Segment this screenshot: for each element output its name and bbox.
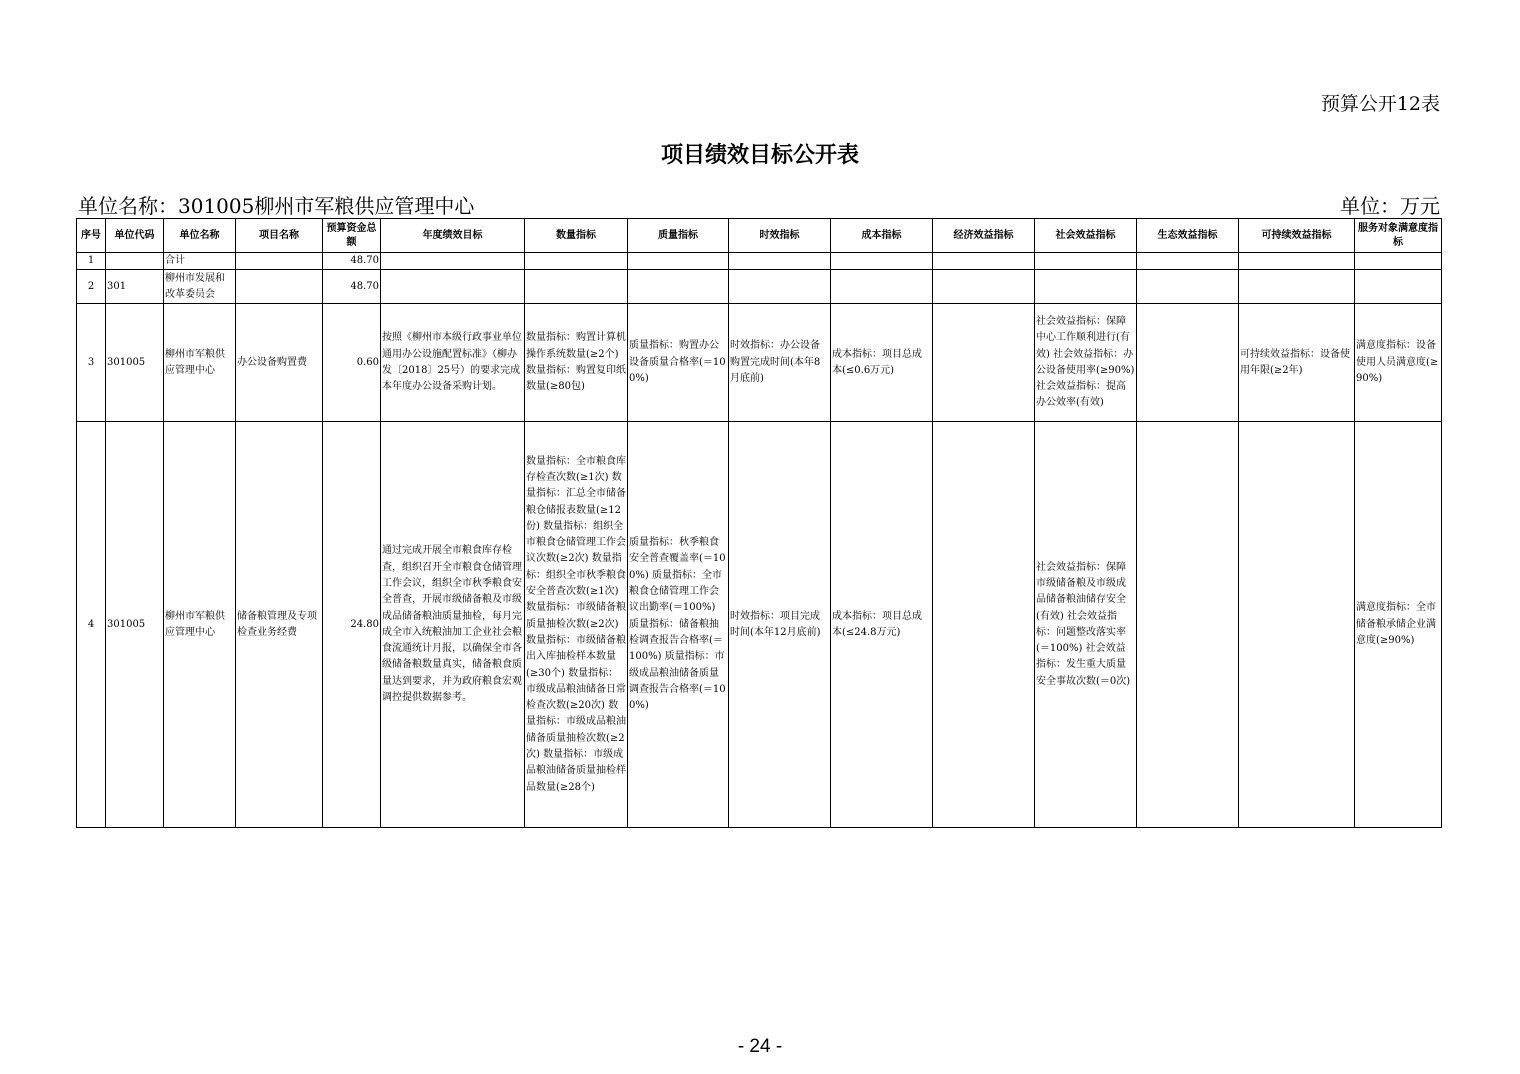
page-title: 项目绩效目标公开表	[660, 143, 859, 168]
col-header-sustainable: 可持续效益指标	[1239, 219, 1355, 253]
cell-cost	[831, 270, 933, 304]
cell-cost	[831, 253, 933, 270]
cell-goal	[381, 253, 525, 270]
cell-goal: 按照《柳州市本级行政事业单位通用办公设施配置标准》（柳办发〔2018〕25号）的要求完成本年度办公设备采购计划。	[381, 304, 525, 422]
col-header-ecological: 生态效益指标	[1137, 219, 1239, 253]
cell-quantity	[525, 253, 628, 270]
unit-name: 单位名称：301005柳州市军粮供应管理中心	[78, 194, 475, 218]
cell-cost: 成本指标：项目总成本(≤0.6万元)	[831, 304, 933, 422]
cell-quality: 质量指标：秋季粮食安全普查覆盖率(＝100%) 质量指标：全市粮食仓储管理工作会议出勤率(＝100%) 质量指标：储备粮抽检调查报告合格率(＝100%) 质量指标：市级成品粮油储备质量调查报告合格率(＝100%)	[628, 422, 729, 828]
cell-project	[236, 253, 323, 270]
cell-no: 2	[77, 270, 106, 304]
cell-timeliness: 时效指标：办公设备购置完成时间(本年8月底前)	[729, 304, 831, 422]
table-row	[77, 304, 1442, 422]
cell-code: 301005	[106, 304, 164, 422]
cell-amount: 24.80	[323, 422, 381, 828]
cell-code: 301005	[106, 422, 164, 828]
cell-unit: 合计	[164, 253, 236, 270]
cell-unit: 柳州市发展和改革委员会	[164, 270, 236, 304]
cell-sustainable	[1239, 253, 1355, 270]
cell-economic	[933, 304, 1035, 422]
cell-satisfaction: 满意度指标：设备使用人员满意度(≥90%)	[1355, 304, 1442, 422]
cell-no: 1	[77, 253, 106, 270]
cell-quality	[628, 253, 729, 270]
cell-satisfaction	[1355, 270, 1442, 304]
cell-sustainable: 可持续效益指标：设备使用年限(≥2年)	[1239, 304, 1355, 422]
col-header-unit: 单位名称	[164, 219, 236, 253]
cell-goal: 通过完成开展全市粮食库存检查，组织召开全市粮食仓储管理工作会议，组织全市秋季粮食安全普查，开展市级储备粮及市级成品储备粮油质量抽检，每月完成全市入统粮油加工企业社会粮食流通统计月报，以确保全市各级储备粮数量真实，储备粮食质量达到要求，并为政府粮食宏观调控提供数据参考。	[381, 422, 525, 828]
cell-social	[1035, 270, 1137, 304]
col-header-social: 社会效益指标	[1035, 219, 1137, 253]
col-header-goal: 年度绩效目标	[381, 219, 525, 253]
cell-ecological	[1137, 270, 1239, 304]
cell-sustainable	[1239, 270, 1355, 304]
cell-timeliness: 时效指标：项目完成时间(本年12月底前)	[729, 422, 831, 828]
cell-goal	[381, 270, 525, 304]
table-header-row	[77, 219, 1442, 253]
cell-project: 储备粮管理及专项检查业务经费	[236, 422, 323, 828]
cell-code	[106, 253, 164, 270]
table-row	[77, 253, 1442, 270]
cell-social	[1035, 253, 1137, 270]
cell-no: 4	[77, 422, 106, 828]
page-number: - 24 -	[737, 1036, 783, 1057]
cell-economic	[933, 253, 1035, 270]
cell-quality: 质量指标：购置办公设备质量合格率(＝100%)	[628, 304, 729, 422]
cell-quantity	[525, 270, 628, 304]
col-header-satisfaction: 服务对象满意度指标	[1355, 219, 1442, 253]
cell-amount: 0.60	[323, 304, 381, 422]
cell-timeliness	[729, 253, 831, 270]
cell-timeliness	[729, 270, 831, 304]
performance-table	[76, 218, 1442, 828]
col-header-timeliness: 时效指标	[729, 219, 831, 253]
cell-sustainable	[1239, 422, 1355, 828]
col-header-no: 序号	[77, 219, 106, 253]
cell-ecological	[1137, 422, 1239, 828]
col-header-code: 单位代码	[106, 219, 164, 253]
cell-quantity: 数量指标：全市粮食库存检查次数(≥1次) 数量指标：汇总全市储备粮仓储报表数量(≥12份) 数量指标：组织全市粮食仓储管理工作会议次数(≥2次) 数量指标：组织全市秋季粮食安全普查次数(≥1次) 数量指标：市级储备粮质量抽检次数(≥2次) 数量指标：市级储备粮出入库抽检样本数量(≥30个) 数量指标：市级成品粮油储备日常检查次数(≥20次) 数量指标：市级成品粮油储备质量抽检次数(≥2次) 数量指标：市级成品粮油储备质量抽检样品数量(≥28个)	[525, 422, 628, 828]
col-header-amount: 预算资金总额	[323, 219, 381, 253]
cell-ecological	[1137, 304, 1239, 422]
cell-quality	[628, 270, 729, 304]
col-header-cost: 成本指标	[831, 219, 933, 253]
cell-quantity: 数量指标：购置计算机操作系统数量(≥2个) 数量指标：购置复印纸数量(≥80包)	[525, 304, 628, 422]
cell-no: 3	[77, 304, 106, 422]
table-code: 预算公开12表	[1320, 93, 1440, 115]
cell-project	[236, 270, 323, 304]
cell-satisfaction	[1355, 253, 1442, 270]
cell-unit: 柳州市军粮供应管理中心	[164, 422, 236, 828]
cell-cost: 成本指标：项目总成本(≤24.8万元)	[831, 422, 933, 828]
cell-economic	[933, 270, 1035, 304]
unit-label: 单位：万元	[1340, 194, 1440, 218]
cell-project: 办公设备购置费	[236, 304, 323, 422]
cell-code: 301	[106, 270, 164, 304]
table-row	[77, 270, 1442, 304]
table-row	[77, 422, 1442, 828]
cell-ecological	[1137, 253, 1239, 270]
col-header-quality: 质量指标	[628, 219, 729, 253]
cell-amount: 48.70	[323, 253, 381, 270]
cell-unit: 柳州市军粮供应管理中心	[164, 304, 236, 422]
cell-satisfaction: 满意度指标：全市储备粮承储企业满意度(≥90%)	[1355, 422, 1442, 828]
col-header-project: 项目名称	[236, 219, 323, 253]
cell-amount: 48.70	[323, 270, 381, 304]
col-header-economic: 经济效益指标	[933, 219, 1035, 253]
col-header-quantity: 数量指标	[525, 219, 628, 253]
cell-social: 社会效益指标：保障市级储备粮及市级成品储备粮油储存安全(有效) 社会效益指标：问题整改落实率(＝100%) 社会效益指标：发生重大质量安全事故次数(＝0次)	[1035, 422, 1137, 828]
cell-economic	[933, 422, 1035, 828]
cell-social: 社会效益指标：保障中心工作顺利进行(有效) 社会效益指标：办公设备使用率(≥90%) 社会效益指标：提高办公效率(有效)	[1035, 304, 1137, 422]
